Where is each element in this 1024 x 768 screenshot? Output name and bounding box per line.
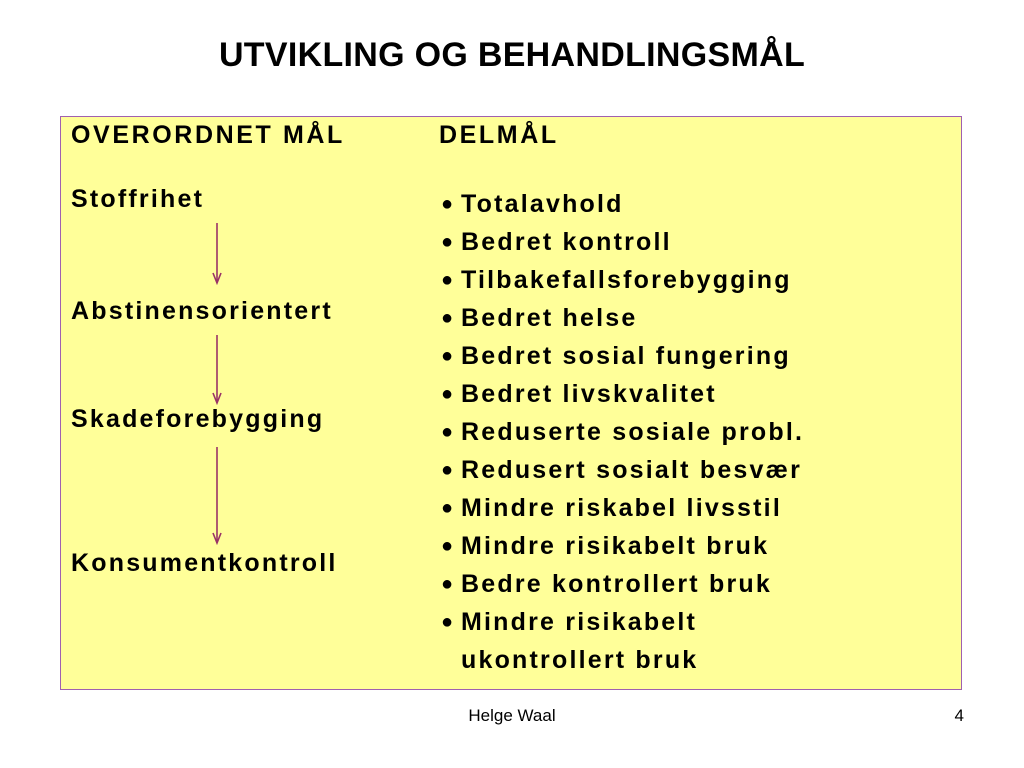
subgoal-item: ● Redusert sosialt besvær [439, 451, 804, 489]
arrow-down-icon [211, 223, 223, 285]
footer-author: Helge Waal [468, 706, 556, 725]
subgoal-item: ● Mindre risikabelt [439, 603, 804, 641]
subgoal-item: ● Reduserte sosiale probl. [439, 413, 804, 451]
subgoal-item: ● Bedret livskvalitet [439, 375, 804, 413]
bullet-icon: ● [441, 573, 454, 595]
bullet-icon: ● [441, 269, 454, 291]
bullet-icon: ● [441, 307, 454, 329]
page-number: 4 [954, 706, 964, 725]
arrow-down-icon [211, 447, 223, 545]
goal-konsumentkontroll: Konsumentkontroll [71, 549, 338, 577]
subgoal-item: ● Totalavhold [439, 185, 804, 223]
goals-box [60, 116, 962, 690]
bullet-icon: ● [441, 231, 454, 253]
bullet-icon: ● [441, 345, 454, 367]
goal-skadeforebygging: Skadeforebygging [71, 405, 325, 433]
subgoal-item: ● Mindre risikabelt bruk [439, 527, 804, 565]
subgoal-item: ● Bedre kontrollert bruk [439, 565, 804, 603]
header-overordnet-maal: OVERORDNET MÅL [71, 121, 345, 149]
subgoal-item: ● Bedret kontroll [439, 223, 804, 261]
bullet-icon: ● [441, 193, 454, 215]
bullet-icon: ● [441, 611, 454, 633]
bullet-icon: ● [441, 535, 454, 557]
slide-title: UTVIKLING OG BEHANDLINGSMÅL [218, 36, 806, 74]
subgoal-item: ● Bedret helse [439, 299, 804, 337]
subgoal-item: ● Tilbakefallsforebygging [439, 261, 804, 299]
subgoal-item-continuation: ukontrollert bruk [461, 646, 699, 674]
arrow-down-icon [211, 335, 223, 405]
bullet-icon: ● [441, 421, 454, 443]
subgoal-list [439, 185, 804, 679]
subgoal-item: ● Mindre riskabel livsstil [439, 489, 804, 527]
header-delmaal: DELMÅL [439, 121, 559, 149]
bullet-icon: ● [441, 459, 454, 481]
bullet-icon: ● [441, 383, 454, 405]
goal-stoffrihet: Stoffrihet [71, 185, 205, 213]
goal-abstinensorientert: Abstinensorientert [71, 297, 333, 325]
subgoal-item: ● Bedret sosial fungering [439, 337, 804, 375]
bullet-icon: ● [441, 497, 454, 519]
